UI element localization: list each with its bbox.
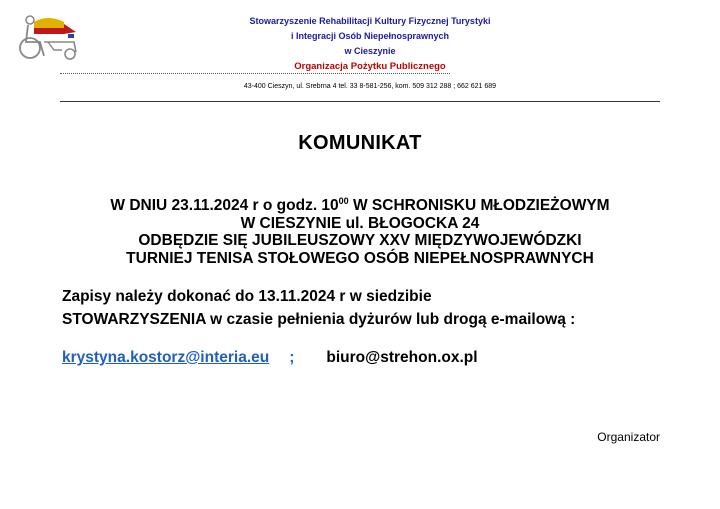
announcement-line-2: W CIESZYNIE ul. BŁOGOCKA 24 [240, 214, 480, 232]
association-logo [14, 12, 80, 62]
email-separator: ; [289, 349, 295, 366]
org-name-line-1: Stowarzyszenie Rehabilitacji Kultury Fizycznej Turystyki [249, 16, 491, 26]
email-link-krystyna[interactable]: krystyna.kostorz@interia.eu [62, 349, 270, 366]
header-dotted-divider [60, 73, 450, 74]
contact-emails [62, 349, 478, 367]
announcement-line-4: TURNIEJ TENISA STOŁOWEGO OSÓB NIEPEŁNOSPRAWNYCH [126, 249, 594, 267]
announcement-block [40, 193, 680, 267]
contact-address: 43-400 Cieszyn, ul. Srebrna 4 tel. 33 8-581-256, kom. 509 312 288 ; 662 621 689 [243, 83, 497, 90]
signup-line-1: Zapisy należy dokonać do 13.11.2024 r w siedzibie [62, 288, 432, 305]
page-title: KOMUNIKAT [298, 132, 422, 154]
org-status-line: Organizacja Pożytku Publicznego [294, 61, 446, 72]
signup-line-2: STOWARZYSZENIA w czasie pełnienia dyżurów lub drogą e-mailową : [62, 311, 576, 328]
email-biuro: biuro@strehon.ox.pl [326, 349, 478, 366]
announcement-line-3: ODBĘDZIE SIĘ JUBILEUSZOWY XXV MIĘDZYWOJEWÓDZKI [138, 232, 582, 249]
org-location-line: w Cieszynie [344, 46, 396, 56]
announcement-line-1 [40, 193, 680, 215]
org-name-line-2: i Integracji Osób Niepełnosprawnych [290, 31, 450, 41]
signature-organizer: Organizator [597, 430, 660, 444]
header-divider [60, 101, 660, 102]
announcement-venue: W SCHRONISKU MŁODZIEŻOWYM [348, 197, 610, 214]
announcement-date-time: W DNIU 23.11.2024 r o godz. 10 [110, 197, 339, 214]
time-minutes-superscript: 00 [338, 196, 349, 206]
